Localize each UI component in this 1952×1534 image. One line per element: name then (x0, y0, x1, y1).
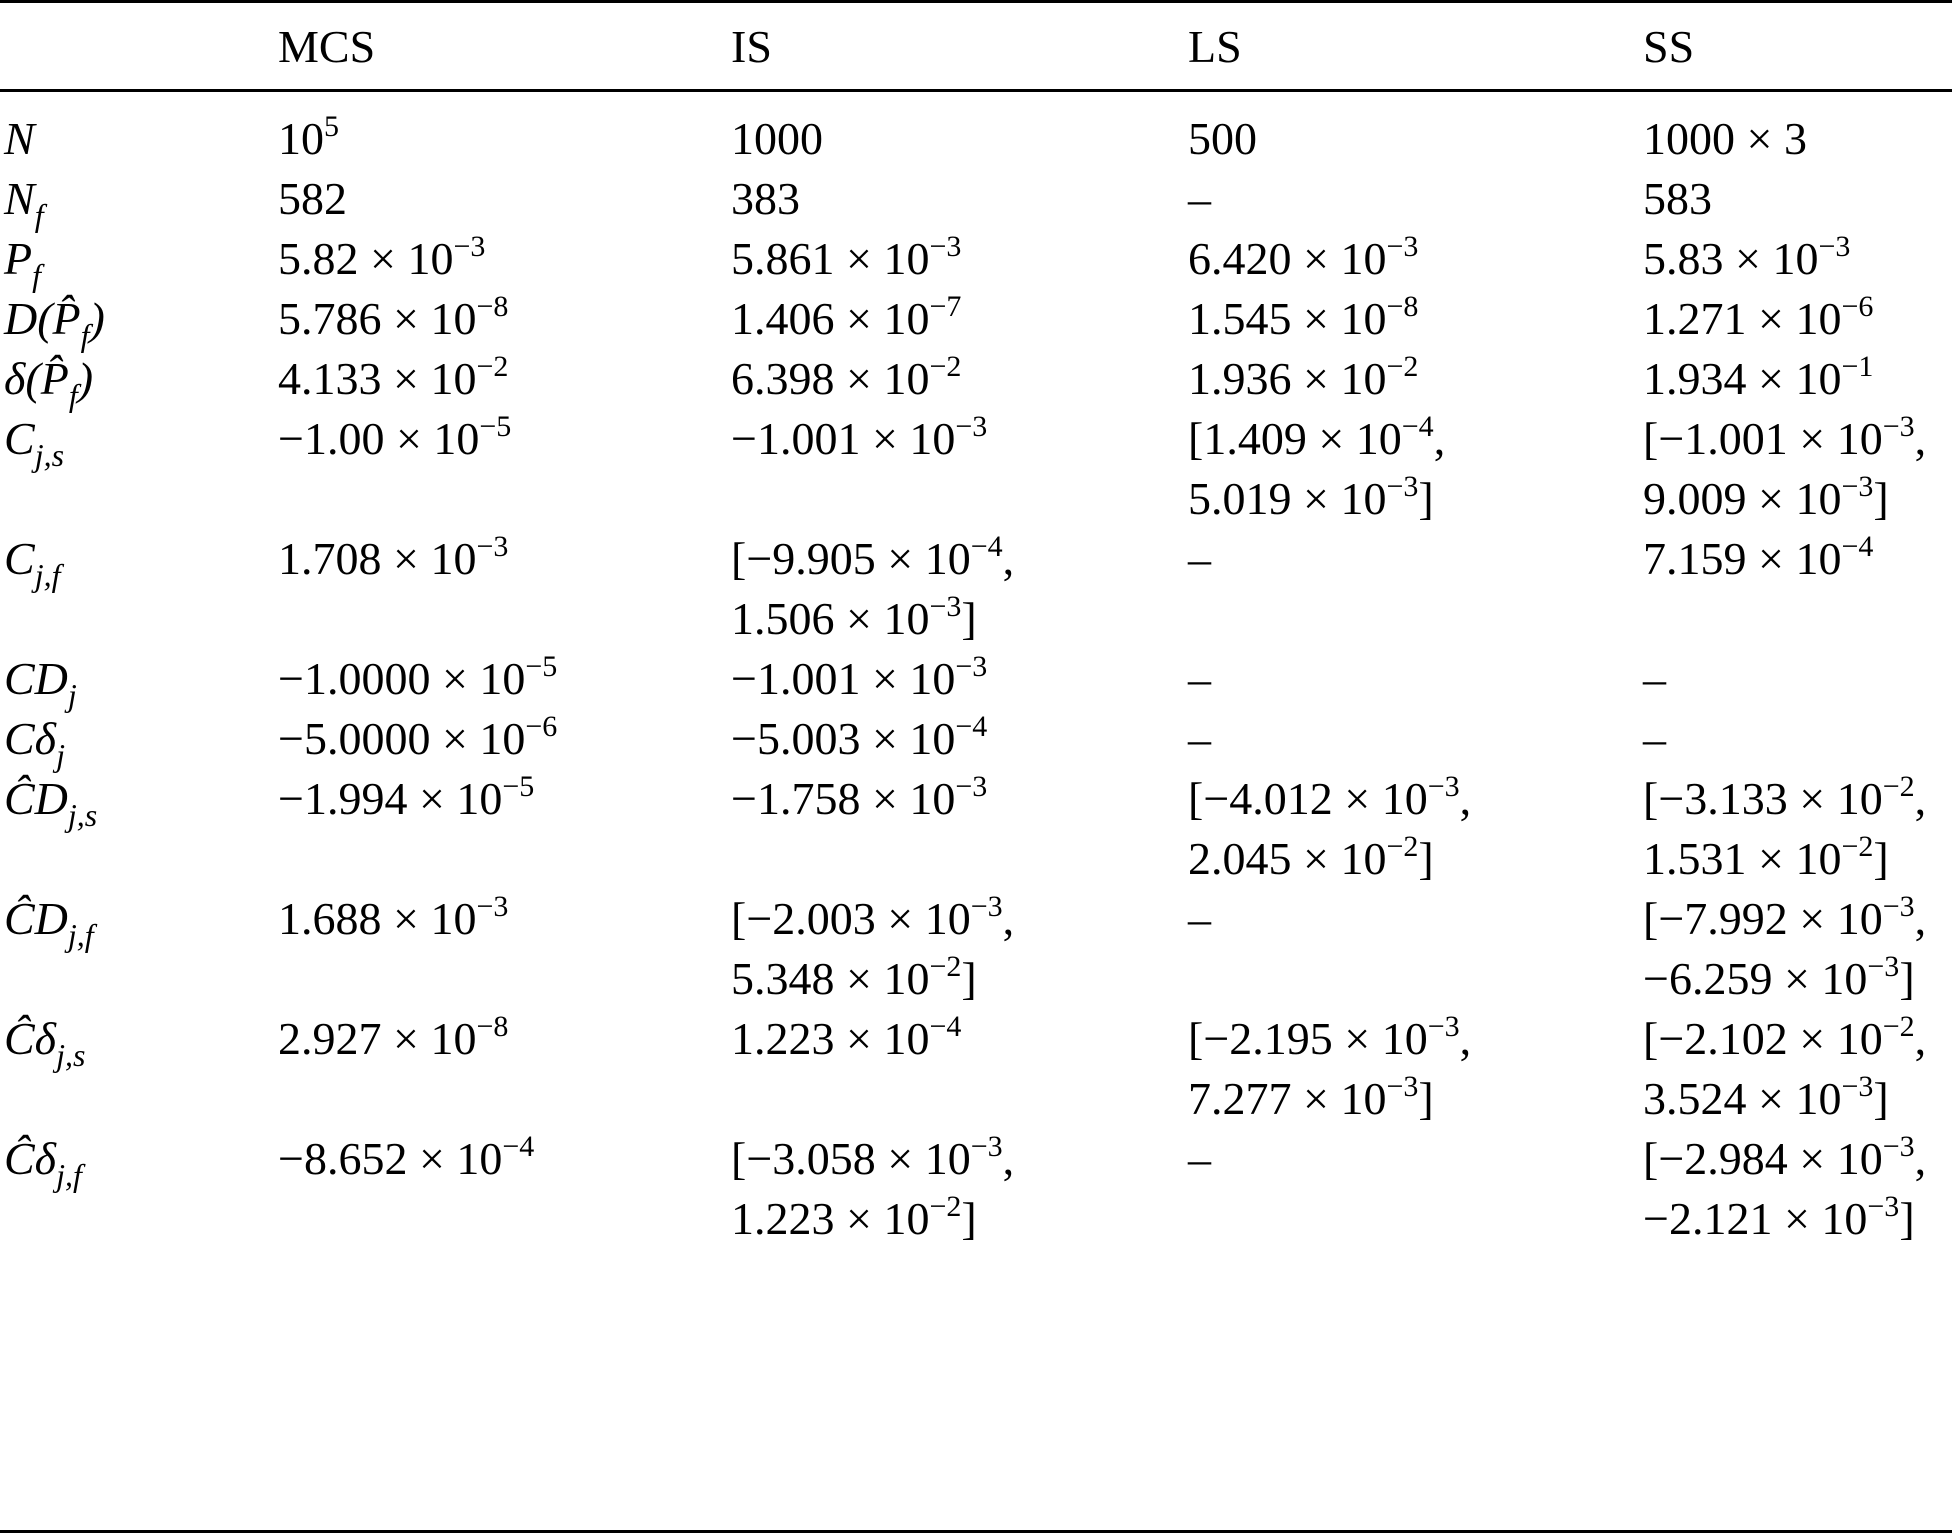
row-label: $ĈD_{j,s}$ (4, 773, 98, 833)
table-cell: $5.019 \times 10^{-3}$] (1188, 470, 1434, 524)
row-label: $Ĉ\delta_{j,f}$ (4, 1133, 82, 1193)
table-cell: $-1.994 \times 10^{-5}$ (278, 770, 535, 824)
table-cell: $5.348 \times 10^{-2}$] (731, 950, 977, 1004)
table-cell: [$-2.984 \times 10^{-3}$, (1643, 1130, 1927, 1184)
table-cell: – (1188, 1133, 1211, 1184)
row-label: $CD_j$ (4, 653, 77, 713)
row-label: $C_{j,f}$ (4, 533, 61, 593)
table-cell: $1.934 \times 10^{-1}$ (1643, 350, 1874, 404)
table-cell: $-1.001 \times 10^{-3}$ (731, 410, 988, 464)
table-cell: $-5.003 \times 10^{-4}$ (731, 710, 988, 764)
table-bottom-rule (0, 1530, 1952, 1533)
row-label: $\delta(P̂_f)$ (4, 353, 94, 413)
row-label: $C_{j,s}$ (4, 413, 65, 473)
row-label: N (4, 113, 35, 164)
table-cell: 500 (1188, 113, 1257, 164)
table-cell: $1.708 \times 10^{-3}$ (278, 530, 509, 584)
table-cell: $3.524 \times 10^{-3}$] (1643, 1070, 1889, 1124)
column-header-ss: SS (1643, 21, 1695, 72)
table-cell: – (1188, 893, 1211, 944)
row-label: $C\delta_j$ (4, 713, 65, 773)
table-cell: 383 (731, 173, 800, 224)
column-header-ls: LS (1188, 21, 1242, 72)
table-cell: $7.277 \times 10^{-3}$] (1188, 1070, 1434, 1124)
table-cell: – (1188, 713, 1211, 764)
table-cell: 1000 (731, 113, 823, 164)
table-cell: [$-2.102 \times 10^{-2}$, (1643, 1010, 1927, 1064)
table-cell: $1.506 \times 10^{-3}$] (731, 590, 977, 644)
table-cell: [$-2.003 \times 10^{-3}$, (731, 890, 1015, 944)
table-cell: $-5.0000 \times 10^{-6}$ (278, 710, 558, 764)
row-label: $N_f$ (4, 173, 44, 233)
table-cell: $1.406 \times 10^{-7}$ (731, 290, 962, 344)
table-cell: $7.159 \times 10^{-4}$ (1643, 530, 1874, 584)
table-cell: $5.786 \times 10^{-8}$ (278, 290, 509, 344)
table-cell: $-1.0000 \times 10^{-5}$ (278, 650, 558, 704)
table-cell: $1.688 \times 10^{-3}$ (278, 890, 509, 944)
table-cell: $5.82 \times 10^{-3}$ (278, 230, 486, 284)
table-top-rule (0, 0, 1952, 3)
table-cell: 1000 × 3 (1643, 113, 1807, 164)
table-header-rule (0, 89, 1952, 92)
table-cell: $-1.758 \times 10^{-3}$ (731, 770, 988, 824)
table-cell: – (1643, 713, 1666, 764)
table-cell: $-2.121 \times 10^{-3}$] (1643, 1190, 1915, 1244)
table-cell: – (1188, 173, 1211, 224)
table-cell: $-1.00 \times 10^{-5}$ (278, 410, 512, 464)
table-cell: $1.223 \times 10^{-4}$ (731, 1010, 962, 1064)
row-label: $P_f$ (4, 233, 41, 293)
table-cell: $10^5$ (278, 110, 339, 164)
table-cell: $4.133 \times 10^{-2}$ (278, 350, 509, 404)
table-cell: – (1188, 533, 1211, 584)
table-cell: $-1.001 \times 10^{-3}$ (731, 650, 988, 704)
table-cell: $5.83 \times 10^{-3}$ (1643, 230, 1851, 284)
table-cell: [$-3.133 \times 10^{-2}$, (1643, 770, 1927, 824)
table-cell: 582 (278, 173, 347, 224)
table-cell: $6.398 \times 10^{-2}$ (731, 350, 962, 404)
table-cell: [$-4.012 \times 10^{-3}$, (1188, 770, 1472, 824)
table-cell: – (1188, 653, 1211, 704)
table-cell: [$-1.001 \times 10^{-3}$, (1643, 410, 1927, 464)
row-label: $D(P̂_f)$ (4, 293, 105, 353)
table-cell: [$-2.195 \times 10^{-3}$, (1188, 1010, 1472, 1064)
row-label: $Ĉ\delta_{j,s}$ (4, 1013, 86, 1073)
column-header-is: IS (731, 21, 772, 72)
table-cell: $1.936 \times 10^{-2}$ (1188, 350, 1419, 404)
table-cell: $-8.652 \times 10^{-4}$ (278, 1130, 535, 1184)
table-cell: [$-9.905 \times 10^{-4}$, (731, 530, 1015, 584)
row-label: $ĈD_{j,f}$ (4, 893, 94, 953)
table-cell: $5.861 \times 10^{-3}$ (731, 230, 962, 284)
table-cell: – (1643, 653, 1666, 704)
table-cell: $1.223 \times 10^{-2}$] (731, 1190, 977, 1244)
table-cell: $-6.259 \times 10^{-3}$] (1643, 950, 1915, 1004)
table-cell: 583 (1643, 173, 1712, 224)
table-cell: [$-3.058 \times 10^{-3}$, (731, 1130, 1015, 1184)
table-cell: $2.927 \times 10^{-8}$ (278, 1010, 509, 1064)
column-header-mcs: MCS (278, 21, 376, 72)
table-cell: $2.045 \times 10^{-2}$] (1188, 830, 1434, 884)
table-cell: [$-7.992 \times 10^{-3}$, (1643, 890, 1927, 944)
table-cell: [$1.409 \times 10^{-4}$, (1188, 410, 1446, 464)
table-cell: $1.271 \times 10^{-6}$ (1643, 290, 1874, 344)
table-cell: $1.545 \times 10^{-8}$ (1188, 290, 1419, 344)
table-cell: $1.531 \times 10^{-2}$] (1643, 830, 1889, 884)
table-cell: $9.009 \times 10^{-3}$] (1643, 470, 1889, 524)
table-cell: $6.420 \times 10^{-3}$ (1188, 230, 1419, 284)
